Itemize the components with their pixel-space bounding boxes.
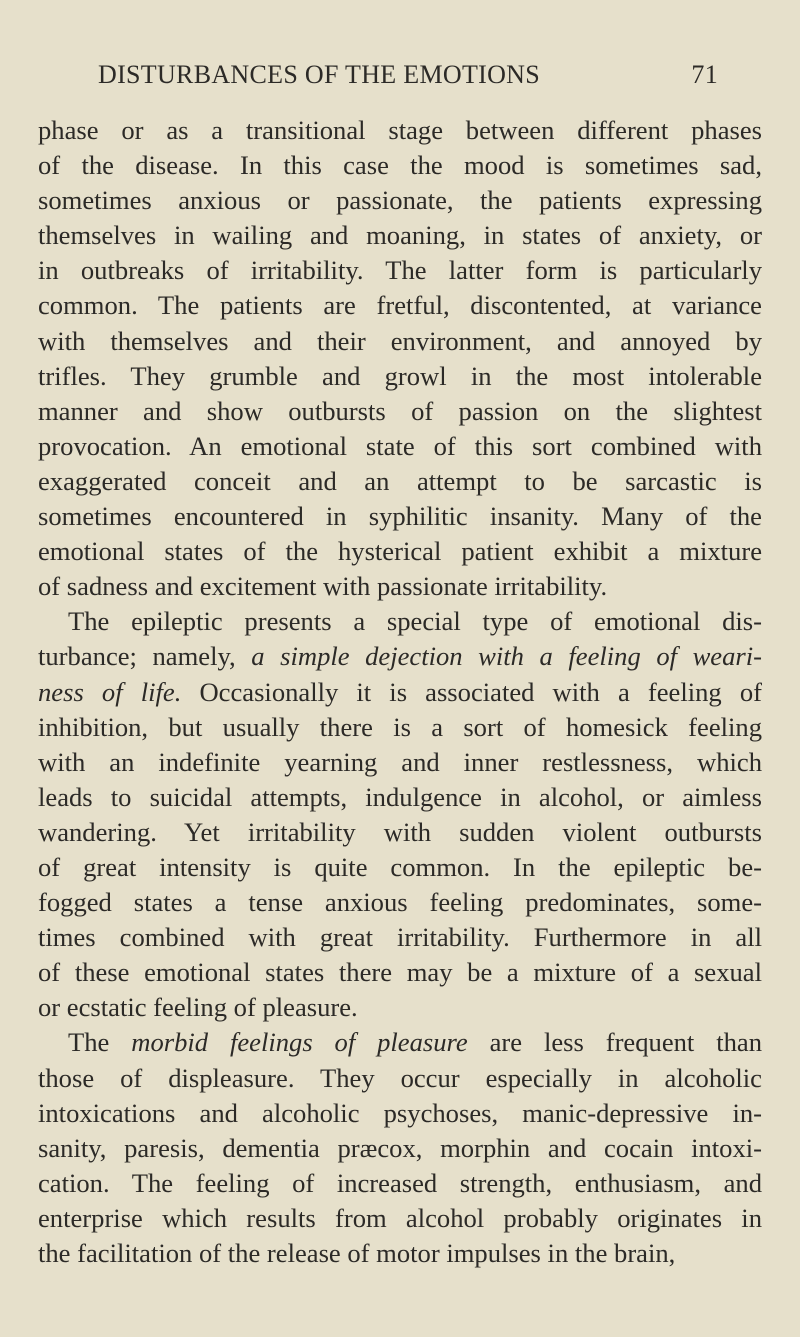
line-text: exaggerated conceit and an attempt to be sarcastic is [38,465,762,496]
text-line [38,1061,762,1096]
line-text: manner and show outbursts of passion on the slightest [38,395,762,426]
italic-text: morbid feelings of pleasure [131,1027,468,1058]
italic-text: ness of life. [38,676,182,707]
line-text: trifles. They grumble and growl in the most intolerable [38,360,762,391]
line-text: those of displeasure. They occur especially in alcoholic [38,1062,762,1093]
page-number: 71 [691,60,718,89]
text-line [38,639,762,674]
line-text: turbance; namely, [38,641,252,672]
text-line [38,955,762,990]
chapter-title: DISTURBANCES OF THE EMOTIONS [98,60,541,89]
line-text: of these emotional states there may be a mixture of a sexual [38,957,762,988]
line-text: intoxications and alcoholic psychoses, manic-depressive in- [38,1097,762,1128]
line-text: or ecstatic feeling of pleasure. [38,992,358,1023]
line-text: times combined with great irritability. Furthermore in all [38,922,762,953]
text-line [38,885,762,920]
text-line [38,920,762,955]
text-line [38,1166,762,1201]
text-line [38,1131,762,1166]
line-text: provocation. An emotional state of this sort combined with [38,430,762,461]
line-text: with an indefinite yearning and inner restlessness, which [38,746,762,777]
line-text: phase or as a transitional stage between different phases [38,115,762,145]
text-line [38,850,762,885]
line-text: The epileptic presents a special type of emotional dis- [68,606,762,637]
line-text: themselves in wailing and moaning, in states of anxiety, or [38,220,762,251]
text-line [38,324,762,359]
text-line [38,990,762,1025]
text-line [38,534,762,569]
line-text: of the disease. In this case the mood is sometimes sad, [38,150,762,181]
text-line [38,569,762,604]
text-line [38,1201,762,1236]
text-line [38,218,762,253]
line-text: the facilitation of the release of motor impulses in the brain, [38,1238,676,1268]
text-line [38,1025,762,1060]
text-line [38,675,762,710]
text-line [38,710,762,745]
text-line [38,815,762,850]
text-line [38,359,762,394]
italic-text: a simple dejection with a feeling of weari- [251,641,762,672]
line-text: enterprise which results from alcohol probably originates in [38,1202,762,1233]
text-line [38,113,762,148]
line-text: are less frequent than [467,1027,762,1058]
text-line [38,148,762,183]
text-line [38,253,762,288]
text-line [38,183,762,218]
line-text: leads to suicidal attempts, indulgence in alcohol, or aimless [38,781,762,812]
text-line [38,1096,762,1131]
line-text: wandering. Yet irritability with sudden violent outbursts [38,816,762,847]
line-text: The [68,1027,132,1058]
line-text: with themselves and their environment, and annoyed by [38,325,762,356]
line-text: of sadness and excitement with passionate irritability. [38,571,608,602]
text-line [38,745,762,780]
line-text: fogged states a tense anxious feeling predominates, some- [38,887,762,918]
line-text: sometimes anxious or passionate, the patients expressing [38,185,762,216]
line-text: common. The patients are fretful, discontented, at variance [38,290,762,321]
text-line [38,604,762,639]
line-text: sanity, paresis, dementia præcox, morphin and cocain intoxi- [38,1132,762,1163]
text-line [38,429,762,464]
text-line [38,288,762,323]
text-line [38,464,762,499]
line-text: inhibition, but usually there is a sort of homesick feeling [38,711,762,742]
line-text: cation. The feeling of increased strength, enthusiasm, and [38,1167,762,1198]
line-text: Occasionally it is associated with a feeling of [181,676,762,707]
line-text: in outbreaks of irritability. The latter form is particularly [38,255,762,286]
line-text: of great intensity is quite common. In the epileptic be- [38,851,762,882]
body-text [38,113,762,1271]
line-text: emotional states of the hysterical patient exhibit a mixture [38,536,762,567]
text-line [38,1236,762,1271]
line-text: sometimes encountered in syphilitic insanity. Many of the [38,501,762,532]
text-line [38,499,762,534]
text-line [38,780,762,815]
text-line [38,394,762,429]
